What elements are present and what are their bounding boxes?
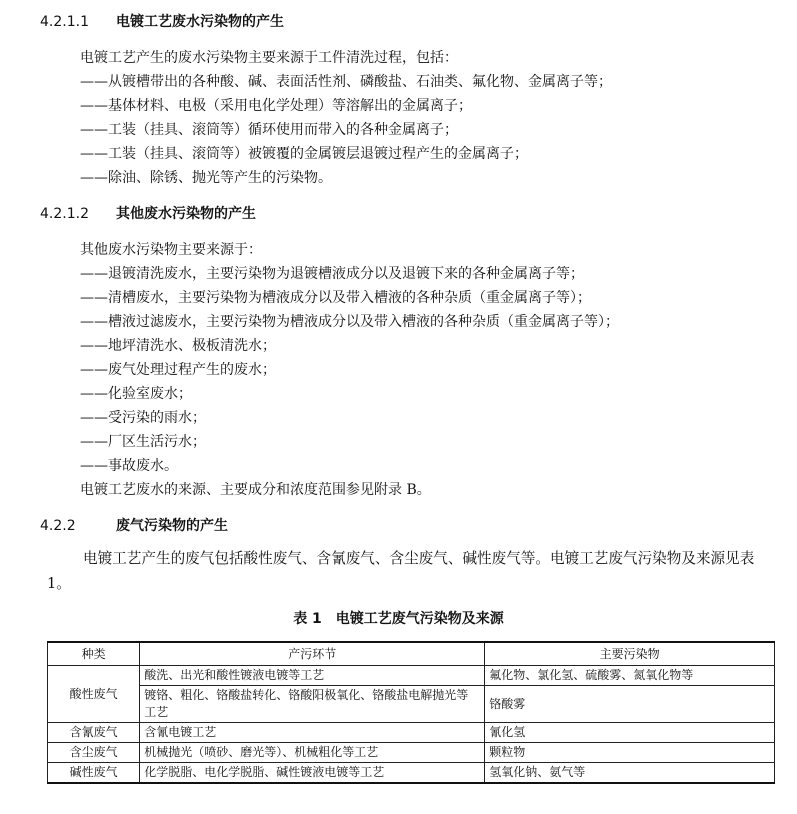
table-row: [48, 723, 775, 743]
list-item: ——清槽废水，主要污染物为槽液成分以及带入槽液的各种杂质（重金属离子等）；: [80, 290, 591, 306]
pollutant-cell: 氟化物、氯化氢、硫酸雾、氮氧化物等: [485, 666, 775, 686]
process-cell: 酸洗、出光和酸性镀液电镀等工艺: [140, 666, 485, 686]
section-heading-4-2-2: [40, 516, 228, 536]
pollutant-cell: 颗粒物: [485, 743, 775, 763]
header-pollutants: 主要污染物: [485, 642, 775, 666]
body-paragraph: 电镀工艺产生的废气包括酸性废气、含氰废气、含尘废气、碱性废气等。电镀工艺废气污染物及来源见表 1。: [47, 550, 755, 592]
table-row: [48, 686, 775, 723]
process-cell: 镀铬、粗化、铬酸盐转化、铬酸阳极氧化、铬酸盐电解抛光等工艺: [140, 686, 485, 723]
pollutant-cell: 铬酸雾: [485, 686, 775, 723]
section-title: 废气污染物的产生: [116, 518, 228, 534]
section-number: 4.2.1.1: [40, 14, 89, 30]
category-cell: 酸性废气: [48, 666, 140, 723]
list-item: ——工装（挂具、滚筒等）被镀覆的金属镀层退镀过程产生的金属离子；: [80, 146, 528, 162]
section-title: 其他废水污染物的产生: [116, 206, 256, 222]
list-item: ——退镀清洗废水，主要污染物为退镀槽液成分以及退镀下来的各种金属离子等；: [80, 266, 584, 282]
list-item: ——槽液过滤废水，主要污染物为槽液成分以及带入槽液的各种杂质（重金属离子等）；: [80, 314, 619, 330]
list-item: ——除油、除锈、抛光等产生的污染物。: [80, 170, 332, 186]
table-title: 表 1 电镀工艺废气污染物及来源: [293, 611, 504, 627]
section-heading-4-2-1-1: [40, 12, 284, 32]
section-title: 电镀工艺废水污染物的产生: [116, 14, 284, 30]
table-header-row: [48, 642, 775, 666]
pollutant-cell: 氢氧化钠、氨气等: [485, 763, 775, 784]
category-cell: 含尘废气: [48, 743, 140, 763]
emissions-table: [47, 641, 775, 784]
appendix-note: 电镀工艺废水的来源、主要成分和浓度范围参见附录 B。: [80, 482, 431, 498]
section-intro: 电镀工艺产生的废水污染物主要来源于工件清洗过程，包括：: [80, 50, 458, 66]
process-cell: 化学脱脂、电化学脱脂、碱性镀液电镀等工艺: [140, 763, 485, 784]
section-number: 4.2.1.2: [40, 206, 89, 222]
table-row: [48, 763, 775, 784]
list-item: ——厂区生活污水；: [80, 434, 206, 450]
list-item: ——化验室废水；: [80, 386, 192, 402]
table-row: [48, 743, 775, 763]
category-cell: 含氰废气: [48, 723, 140, 743]
pollutant-cell: 氰化氢: [485, 723, 775, 743]
list-item: ——受污染的雨水；: [80, 410, 206, 426]
section-number: 4.2.2: [40, 518, 76, 534]
list-item: ——从镀槽带出的各种酸、碱、表面活性剂、磷酸盐、石油类、氟化物、金属离子等；: [80, 74, 612, 90]
header-process: 产污环节: [140, 642, 485, 666]
process-cell: 含氰电镀工艺: [140, 723, 485, 743]
table-row: [48, 666, 775, 686]
section-intro: 其他废水污染物主要来源于：: [80, 242, 262, 258]
list-item: ——事故废水。: [80, 458, 178, 474]
list-item: ——废气处理过程产生的废水；: [80, 362, 276, 378]
list-item: ——基体材料、电极（采用电化学处理）等溶解出的金属离子；: [80, 98, 472, 114]
header-category: 种类: [48, 642, 140, 666]
list-item: ——工装（挂具、滚筒等）循环使用而带入的各种金属离子；: [80, 122, 458, 138]
list-item: ——地坪清洗水、极板清洗水；: [80, 338, 276, 354]
category-cell: 碱性废气: [48, 763, 140, 784]
process-cell: 机械抛光（喷砂、磨光等）、机械粗化等工艺: [140, 743, 485, 763]
section-heading-4-2-1-2: [40, 204, 256, 224]
